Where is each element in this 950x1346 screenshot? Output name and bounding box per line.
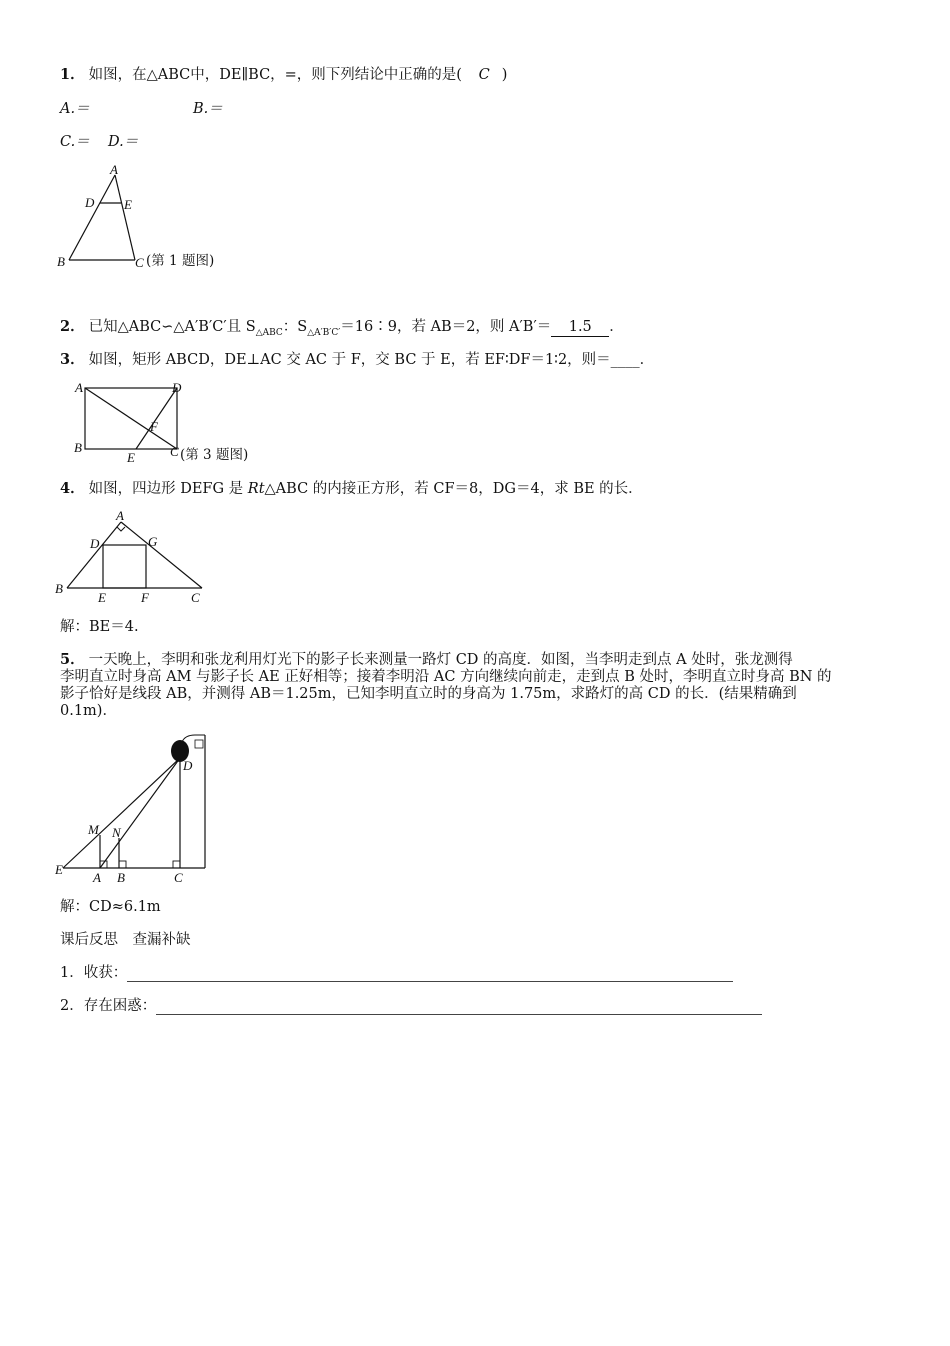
reflection-gains	[60, 964, 733, 982]
q1-label-c: C	[135, 255, 144, 270]
q4-rt: Rt	[247, 481, 265, 497]
reflection-doubts	[60, 997, 762, 1015]
q2-stem	[60, 318, 624, 342]
q1-option-d: D.＝	[108, 134, 139, 150]
q2-text-a: 已知△ABC∽△A′B′C′且 S	[88, 319, 256, 335]
q4-solution: 解：BE＝4.	[60, 619, 139, 635]
q3-label-c: C	[170, 444, 179, 459]
q3-label-e: E	[127, 450, 135, 465]
q5-line-3: 影子恰好是线段 AB，并测得 AB＝1.25m，已知李明直立时的身高为 1.75m，求路灯的高 CD 的长．(结果精确到	[60, 686, 797, 702]
q4-triangle-figure	[55, 508, 215, 606]
q3-caption: (第 3 题图)	[180, 447, 249, 463]
q3-number: 3．	[60, 351, 85, 368]
q4-label-a: A	[116, 508, 124, 523]
q5-label-c: C	[174, 870, 183, 885]
q5-line-2: 李明直立时身高 AM 与影子长 AE 正好相等；接着李明沿 AC 方向继续向前走，走到点 B 处时，李明直立时身高 BN 的	[60, 669, 832, 685]
q1-label-a: A	[110, 162, 118, 177]
q1-option-b: B.＝	[193, 101, 223, 117]
q1-caption: (第 1 题图)	[146, 253, 215, 269]
q4-side-ab	[67, 522, 121, 588]
q5-lamp-bracket	[195, 740, 203, 748]
q5-label-b: B	[117, 870, 125, 885]
q2-subscript-2: △A′B′C′	[307, 327, 341, 338]
reflection-doubts-blank[interactable]	[156, 1000, 762, 1015]
q3-label-b: B	[74, 440, 82, 455]
q3-label-a: A	[75, 380, 83, 395]
q5-right-angle-b	[119, 861, 126, 868]
q3-diagonal-ac	[85, 388, 177, 449]
q5-solution: 解：CD≈6.1m	[60, 899, 161, 915]
q4-label-c: C	[191, 590, 200, 605]
q5-line-4: 0.1m)．	[60, 703, 117, 719]
q1-side-ab	[69, 175, 115, 260]
q2-subscript-1: △ABC	[255, 327, 283, 338]
q2-answer: 1.5	[551, 318, 609, 337]
reflection-gains-label: 1．收获：	[60, 965, 128, 981]
q2-text-c: ＝16∶9，若 AB＝2，则 A′B′＝	[340, 319, 552, 335]
q4-label-d: D	[90, 536, 100, 551]
q4-stem	[60, 480, 643, 498]
q1-option-c: C.＝	[60, 134, 90, 150]
q4-text-b: △ABC 的内接正方形，若 CF＝8，DG＝4，求 BE 的长．	[264, 481, 643, 497]
q5-streetlight-figure	[55, 730, 220, 888]
q3-label-d: D	[172, 380, 182, 395]
q1-number: 1．	[60, 66, 85, 83]
q2-number: 2．	[60, 318, 85, 335]
q1-text: 如图，在△ABC中，DE∥BC，=，则下列结论中正确的是(	[88, 67, 462, 83]
q3-label-f: F	[150, 419, 158, 434]
q4-right-angle-mark	[117, 527, 125, 531]
q5-ray-a	[100, 758, 180, 868]
q3-text: 如图，矩形 ABCD，DE⊥AC 交 AC 于 F，交 BC 于 E，若 EF∶DF＝1∶2，则＝____．	[88, 352, 655, 368]
q4-text-a: 如图，四边形 DEFG 是	[88, 481, 248, 497]
q4-label-f: F	[141, 590, 149, 605]
q5-ray-e	[63, 758, 180, 868]
q4-label-e: E	[98, 590, 106, 605]
q5-label-a: A	[93, 870, 101, 885]
q2-text-b: ：S	[282, 319, 308, 335]
q4-label-g: G	[148, 534, 158, 549]
q5-right-angle-c	[173, 861, 180, 868]
q1-label-b: B	[57, 254, 65, 269]
q1-label-e: E	[124, 197, 132, 212]
q4-number: 4．	[60, 480, 85, 497]
q4-label-b: B	[55, 581, 63, 596]
q5-label-e: E	[55, 862, 63, 877]
q5-label-m: M	[88, 822, 99, 837]
q1-option-a: A.＝	[60, 101, 90, 117]
q1-label-d: D	[85, 195, 95, 210]
q5-number: 5．	[60, 651, 85, 668]
q3-rectangle-figure	[60, 378, 190, 468]
q5-label-n: N	[112, 825, 121, 840]
q5-line-1	[60, 651, 793, 669]
q3-stem	[60, 351, 654, 369]
q1-close: )	[501, 67, 508, 83]
q2-end: ．	[609, 319, 624, 335]
reflection-doubts-label: 2．存在困惑：	[60, 998, 157, 1014]
q1-stem	[60, 66, 507, 84]
q1-answer: C	[478, 67, 490, 83]
q4-square-defg	[103, 545, 146, 588]
q5-label-d: D	[183, 758, 193, 773]
q5-text-1: 一天晚上，李明和张龙利用灯光下的影子长来测量一路灯 CD 的高度．如图，当李明走到点 A 处时，张龙测得	[88, 652, 793, 668]
q4-side-ac	[121, 522, 202, 588]
reflection-title: 课后反思 查漏补缺	[60, 932, 191, 948]
reflection-gains-blank[interactable]	[127, 967, 733, 982]
q1-side-ac	[115, 175, 135, 260]
